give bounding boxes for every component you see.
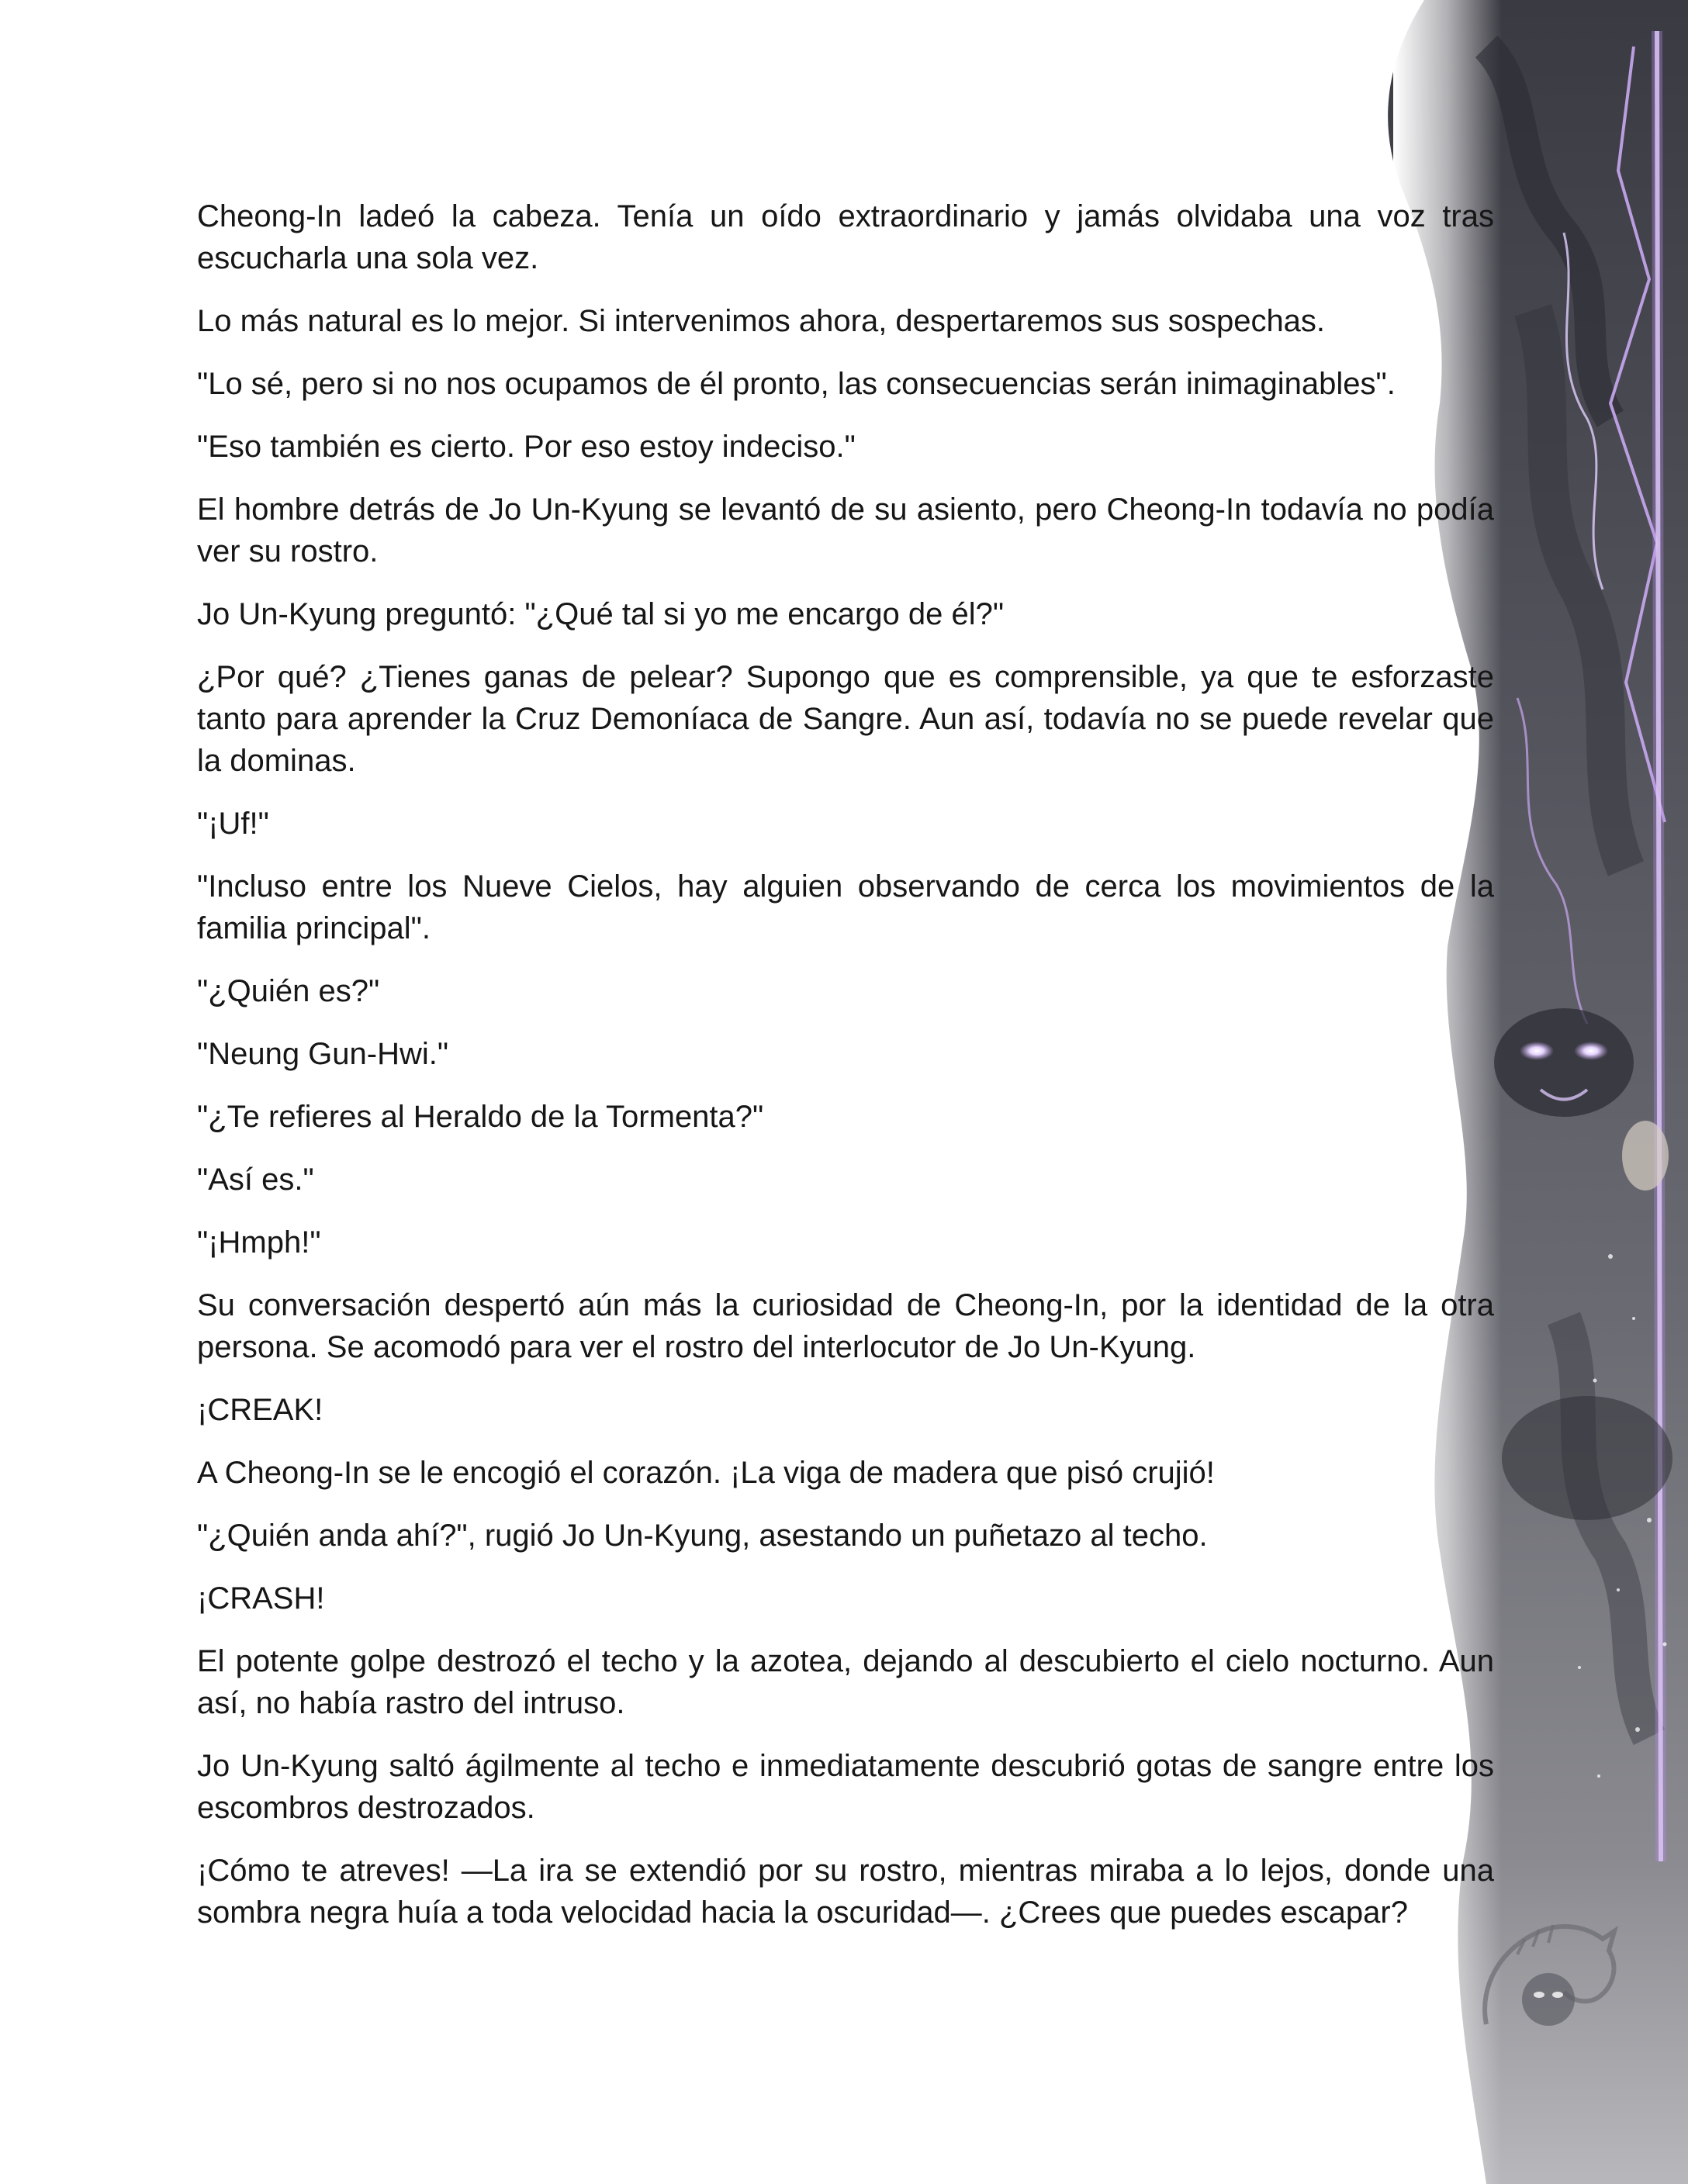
paragraph: "¿Quién anda ahí?", rugió Jo Un-Kyung, asestando un puñetazo al techo. xyxy=(197,1519,1208,1553)
paragraph: "Neung Gun-Hwi." xyxy=(197,1037,449,1071)
paragraph: "¡Hmph!" xyxy=(197,1225,321,1260)
paragraph: ¿Por qué? ¿Tienes ganas de pelear? Supongo que es comprensible, ya que te esforzaste tanto para aprender la Cruz Demoníaca de Sangre. Aun así, todavía no se puede revelar que la dominas. xyxy=(197,660,1494,778)
paragraph: "Lo sé, pero si no nos ocupamos de él pronto, las consecuencias serán inimaginables". xyxy=(197,367,1396,401)
paragraph: El potente golpe destrozó el techo y la azotea, dejando al descubierto el cielo nocturno. Aun así, no había rastro del intruso. xyxy=(197,1644,1494,1720)
paragraph: "¡Uf!" xyxy=(197,807,269,841)
paragraph: Su conversación despertó aún más la curiosidad de Cheong-In, por la identidad de la otra persona. Se acomodó para ver el rostro del interlocutor de Jo Un-Kyung. xyxy=(197,1288,1494,1364)
paragraph: El hombre detrás de Jo Un-Kyung se levantó de su asiento, pero Cheong-In todavía no podía ver su rostro. xyxy=(197,492,1494,568)
paragraph: "¿Quién es?" xyxy=(197,974,380,1008)
paragraph: "Así es." xyxy=(197,1163,314,1197)
paragraph: Cheong-In ladeó la cabeza. Tenía un oído extraordinario y jamás olvidaba una voz tras escucharla una sola vez. xyxy=(197,199,1494,275)
paragraph: "Eso también es cierto. Por eso estoy indeciso." xyxy=(197,430,856,464)
paragraph: Jo Un-Kyung saltó ágilmente al techo e inmediatamente descubrió gotas de sangre entre los escombros destrozados. xyxy=(197,1749,1494,1825)
paragraph: ¡Cómo te atreves! —La ira se extendió por su rostro, mientras miraba a lo lejos, donde una sombra negra huía a toda velocidad hacia la oscuridad—. ¿Crees que puedes escapar? xyxy=(197,1854,1494,1930)
paragraph: "Incluso entre los Nueve Cielos, hay alguien observando de cerca los movimientos de la familia principal". xyxy=(197,869,1494,945)
dragon-emblem-icon xyxy=(1471,1908,1626,2040)
paragraph: Jo Un-Kyung preguntó: "¿Qué tal si yo me encargo de él?" xyxy=(197,597,1005,631)
paragraph: ¡CREAK! xyxy=(197,1393,323,1427)
paragraph: A Cheong-In se le encogió el corazón. ¡La viga de madera que pisó crujió! xyxy=(197,1456,1215,1490)
paragraph: ¡CRASH! xyxy=(197,1581,325,1616)
paragraph: Lo más natural es lo mejor. Si intervenimos ahora, despertaremos sus sospechas. xyxy=(197,304,1326,338)
paragraph: "¿Te refieres al Heraldo de la Tormenta?" xyxy=(197,1100,764,1134)
body-text xyxy=(197,195,1494,1954)
